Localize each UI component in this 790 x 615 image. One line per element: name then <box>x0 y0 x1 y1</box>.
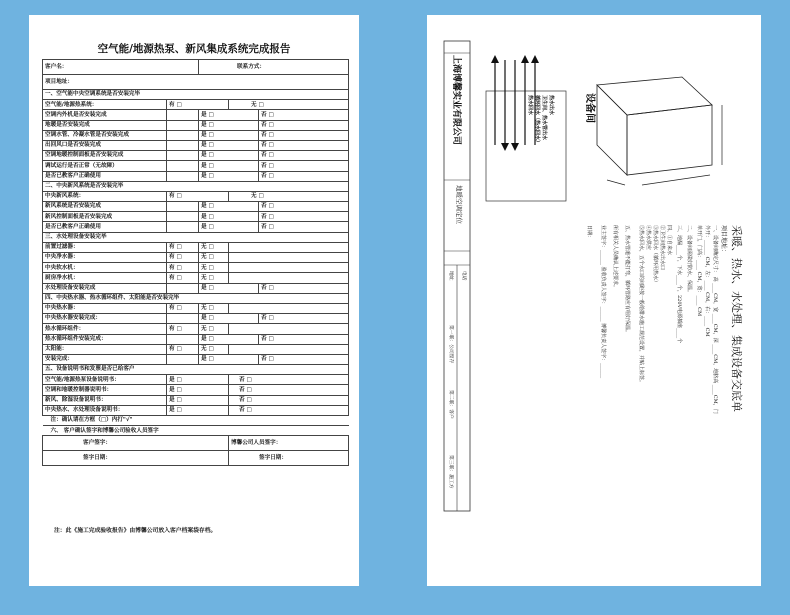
section-row <box>43 232 349 242</box>
option-has-checkbox[interactable]: 有 □ <box>167 324 199 334</box>
option-yes-checkbox[interactable]: 有 □ <box>167 100 229 110</box>
section-1b: 外开：______ CM，左：____ CM，右：____ CM <box>704 225 710 337</box>
form-row <box>43 120 349 130</box>
form-row <box>43 334 349 344</box>
option-none-checkbox[interactable]: 无 □ <box>199 263 229 273</box>
section-row <box>43 365 349 375</box>
contact-line-2: 第二联：客户 <box>448 390 453 419</box>
row-label: 太阳能： <box>43 344 167 354</box>
row-label: 热水循环组件： <box>43 324 167 334</box>
customer-name-label: 客户名： <box>43 60 199 75</box>
report-form <box>42 59 349 466</box>
option-no-checkbox[interactable]: 无 □ <box>229 100 349 110</box>
report-title: 空气能/地源热泵、新风集成系统完成报告 <box>97 43 291 55</box>
form-row <box>43 212 349 222</box>
option-no-checkbox[interactable]: 否 □ <box>229 405 349 415</box>
row-label: 是否已教客户正确使用 <box>43 222 167 232</box>
option-no-checkbox[interactable]: 否 □ <box>259 202 349 212</box>
row-label: 安装完成： <box>43 354 167 364</box>
empty-cell <box>229 253 349 263</box>
room-label: 设备间 <box>584 93 595 123</box>
row-label: 空调和地暖控制器说明书： <box>43 385 167 395</box>
option-yes-checkbox[interactable]: 是 □ <box>199 120 259 130</box>
option-no-checkbox[interactable]: 否 □ <box>229 385 349 395</box>
option-yes-checkbox[interactable]: 是 □ <box>199 222 259 232</box>
form-row <box>43 171 349 181</box>
option-yes-checkbox[interactable]: 是 □ <box>167 405 229 415</box>
option-yes-checkbox[interactable]: 是 □ <box>199 171 259 181</box>
empty-cell <box>167 314 199 324</box>
option-none-checkbox[interactable]: 无 □ <box>199 242 229 252</box>
row-label: 是否已教客户正确使用 <box>43 171 167 181</box>
row-label: 中央热水器： <box>43 303 167 313</box>
option-none-checkbox[interactable]: 无 □ <box>199 273 229 283</box>
row-label: 地暖是否安装完成 <box>43 120 167 130</box>
option-no-checkbox[interactable]: 否 □ <box>259 334 349 344</box>
handover-page <box>427 15 761 586</box>
contact-line-1: 第一联：公司留存 <box>448 325 453 364</box>
empty-cell <box>167 222 199 232</box>
report-page <box>29 15 359 586</box>
option-no-checkbox[interactable]: 否 □ <box>259 222 349 232</box>
company-sign-label[interactable]: 博馨公司人员签字： <box>229 436 349 451</box>
option-yes-checkbox[interactable]: 是 □ <box>199 314 259 324</box>
empty-cell <box>167 120 199 130</box>
item-1: ②卫生间热水出水口 <box>659 225 665 271</box>
empty-cell <box>167 161 199 171</box>
sub-company: 地暖空调定位 <box>455 185 463 224</box>
form-row <box>43 405 349 415</box>
option-no-checkbox[interactable]: 无 □ <box>229 191 349 201</box>
row-label: 热水循环组件安装完成： <box>43 334 167 344</box>
sign-date-2[interactable]: 签字日期： <box>229 451 349 466</box>
option-yes-checkbox[interactable]: 是 □ <box>199 354 259 364</box>
form-row <box>43 395 349 405</box>
form-row <box>43 263 349 273</box>
option-yes-checkbox[interactable]: 是 □ <box>167 375 229 385</box>
option-yes-checkbox[interactable]: 是 □ <box>199 161 259 171</box>
row-label: 新风系统是否安装完成 <box>43 202 167 212</box>
row-label: 厨房净水机： <box>43 273 167 283</box>
form-row <box>43 161 349 171</box>
option-has-checkbox[interactable]: 有 □ <box>167 242 199 252</box>
empty-cell <box>167 151 199 161</box>
footer-note: 注：此《施工完成验收报告》由博馨公司放入客户档案袋存档。 <box>54 528 217 534</box>
form-row <box>43 273 349 283</box>
option-no-checkbox[interactable]: 否 □ <box>259 171 349 181</box>
arrow-label-3: 循环回水（热水回水） <box>534 95 540 146</box>
section-5: 五、热水管道不能打弯，循环管路应有组好保温。 <box>624 225 630 336</box>
contact-line-3: 第三联：施工方 <box>448 455 453 489</box>
empty-cell <box>229 273 349 283</box>
option-no-checkbox[interactable]: 否 □ <box>259 140 349 150</box>
option-none-checkbox[interactable]: 无 □ <box>199 303 229 313</box>
form-row <box>43 283 349 293</box>
option-yes-checkbox[interactable]: 是 □ <box>199 130 259 140</box>
form-row <box>43 385 349 395</box>
form-row <box>43 242 349 252</box>
row-label: 空调水管、冷凝水管是否安装完成 <box>43 130 167 140</box>
row-label: 空调地暖控制面板是否安装完成 <box>43 151 167 161</box>
section-6: 所有相关人员确认上述要求。 <box>612 225 618 291</box>
section-row <box>43 181 349 191</box>
date-label: 日期： <box>586 225 592 241</box>
option-no-checkbox[interactable]: 否 □ <box>259 120 349 130</box>
option-yes-checkbox[interactable]: 是 □ <box>199 202 259 212</box>
row-label: 中央软水机： <box>43 263 167 273</box>
form-row <box>43 303 349 313</box>
row-label: 新风控制面板是否安装完成 <box>43 212 167 222</box>
option-yes-checkbox[interactable]: 是 □ <box>199 110 259 120</box>
address-label: 项目地址： <box>43 75 349 90</box>
form-row <box>43 140 349 150</box>
row-label: 调试运行是否正常（无故障） <box>43 161 167 171</box>
form-row <box>43 426 349 436</box>
form-row <box>43 416 349 426</box>
option-no-checkbox[interactable]: 否 □ <box>259 283 349 293</box>
section-heading: 三、水处理设备安装完毕 <box>43 232 349 242</box>
form-row <box>43 110 349 120</box>
empty-cell <box>167 202 199 212</box>
form-row <box>43 314 349 324</box>
row-label: 中央新风系统： <box>43 191 167 201</box>
empty-cell <box>167 130 199 140</box>
row-label: 前置过滤器： <box>43 242 167 252</box>
empty-cell <box>167 110 199 120</box>
project-address-label: 项目地址： <box>720 225 727 256</box>
option-no-checkbox[interactable]: 否 □ <box>259 130 349 140</box>
option-yes-checkbox[interactable]: 是 □ <box>199 151 259 161</box>
form-row <box>43 222 349 232</box>
empty-cell <box>167 334 199 344</box>
form-row <box>43 324 349 334</box>
note-text: 注：确认请在方框（□）内打"√" <box>43 416 349 426</box>
option-none-checkbox[interactable]: 无 □ <box>199 344 229 354</box>
table-cell-address: 地址 <box>448 271 453 281</box>
row-label: 中央热水、水处理设备说明书： <box>43 405 167 415</box>
handover-title: 采暖、热水、水处理、集成设备交底单 <box>730 225 743 412</box>
option-has-checkbox[interactable]: 有 □ <box>167 344 199 354</box>
row-label: 新风、除湿设备说明书： <box>43 395 167 405</box>
section-heading: 五、设备说明书和发票是否已给客户 <box>43 365 349 375</box>
form-row <box>43 253 349 263</box>
form-row <box>43 130 349 140</box>
company-name: 上海博馨实业有限公司 <box>451 55 461 146</box>
table-cell-phone: 电话 <box>461 271 466 281</box>
form-row <box>43 344 349 354</box>
option-yes-checkbox[interactable]: 是 □ <box>167 385 229 395</box>
empty-cell <box>167 283 199 293</box>
option-no-checkbox[interactable]: 否 □ <box>259 151 349 161</box>
option-yes-checkbox[interactable]: 有 □ <box>167 191 229 201</box>
section-1c: 单开门，门高：____ CM，宽：____ CM <box>696 225 702 317</box>
section-4: 四、①自来水 <box>666 225 672 256</box>
row-label: 出回风口是否安装完成 <box>43 140 167 150</box>
option-no-checkbox[interactable]: 否 □ <box>259 161 349 171</box>
option-no-checkbox[interactable]: 否 □ <box>229 375 349 385</box>
option-has-checkbox[interactable]: 有 □ <box>167 273 199 283</box>
form-row <box>43 151 349 161</box>
empty-cell <box>229 344 349 354</box>
form-row <box>43 202 349 212</box>
empty-cell <box>167 354 199 364</box>
section-heading: 一、空气能中央空调系统是否安装完毕 <box>43 90 349 100</box>
section-3: 三、地漏____个，下水____个，220V电源插座____个 <box>676 225 682 344</box>
option-yes-checkbox[interactable]: 是 □ <box>199 283 259 293</box>
section-heading: 四、中央热水器、热水循环组件、太阳能是否安装完毕 <box>43 293 349 303</box>
form-row <box>43 354 349 364</box>
row-label: 中央热水器安装完成： <box>43 314 167 324</box>
option-yes-checkbox[interactable]: 是 □ <box>199 212 259 222</box>
option-no-checkbox[interactable]: 否 □ <box>259 212 349 222</box>
section-2: 二、设备间需做好防水、保温。 <box>686 225 692 296</box>
empty-cell <box>229 263 349 273</box>
option-no-checkbox[interactable]: 否 □ <box>259 110 349 120</box>
empty-cell <box>167 140 199 150</box>
row-label: 空调内外机是否安装完成 <box>43 110 167 120</box>
option-has-checkbox[interactable]: 有 □ <box>167 263 199 273</box>
section-row <box>43 90 349 100</box>
option-no-checkbox[interactable]: 否 □ <box>229 395 349 405</box>
item-2: ③热水回水（循环用热水） <box>652 225 658 286</box>
section-1: 一、设备间确定尺寸： 高 ____CM，宽 ____CM，深 ____CM，地脐高 ____CM，门 <box>712 225 718 414</box>
row-label: 空气能/地源热系统： <box>43 100 167 110</box>
option-yes-checkbox[interactable]: 是 □ <box>199 334 259 344</box>
empty-cell <box>167 171 199 181</box>
option-none-checkbox[interactable]: 无 □ <box>199 324 229 334</box>
form-row <box>43 100 349 110</box>
item-4: ⑤热水回水，五个水口的间距按一般给排水施工规范设置，并贴上标签。 <box>638 225 644 386</box>
item-3: ④热水供应 <box>645 225 651 251</box>
note-text: 六、 客户确认签字和博馨公司验收人员签字 <box>43 426 349 436</box>
arrow-label-4: 热水回水 <box>527 95 533 116</box>
empty-cell <box>229 242 349 252</box>
form-row <box>43 191 349 201</box>
arrow-label-1: 热水出水 <box>548 95 554 116</box>
section-heading: 二、中央新风系统是否安装完毕 <box>43 181 349 191</box>
empty-cell <box>167 212 199 222</box>
option-no-checkbox[interactable]: 否 □ <box>259 314 349 324</box>
option-none-checkbox[interactable]: 无 □ <box>199 253 229 263</box>
empty-cell <box>229 303 349 313</box>
option-has-checkbox[interactable]: 有 □ <box>167 303 199 313</box>
option-no-checkbox[interactable]: 否 □ <box>259 354 349 364</box>
contact-label: 联系方式： <box>199 60 349 75</box>
option-yes-checkbox[interactable]: 是 □ <box>167 395 229 405</box>
row-label: 空气能/地源热泵设备说明书： <box>43 375 167 385</box>
option-has-checkbox[interactable]: 有 □ <box>167 253 199 263</box>
arrow-label-2: 卫生间、热水管出水 <box>541 95 547 141</box>
row-label: 中央净水器： <box>43 253 167 263</box>
section-row <box>43 293 349 303</box>
form-row <box>43 375 349 385</box>
sign-owner: 业主签字：______ 验收负责人签字：______ 博馨负责人签字：______ <box>600 225 606 379</box>
option-yes-checkbox[interactable]: 是 □ <box>199 140 259 150</box>
sign-date-1[interactable]: 签字日期： <box>43 451 229 466</box>
customer-sign-label[interactable]: 客户签字： <box>43 436 229 451</box>
row-label: 水处理设备安装完成 <box>43 283 167 293</box>
empty-cell <box>229 324 349 334</box>
